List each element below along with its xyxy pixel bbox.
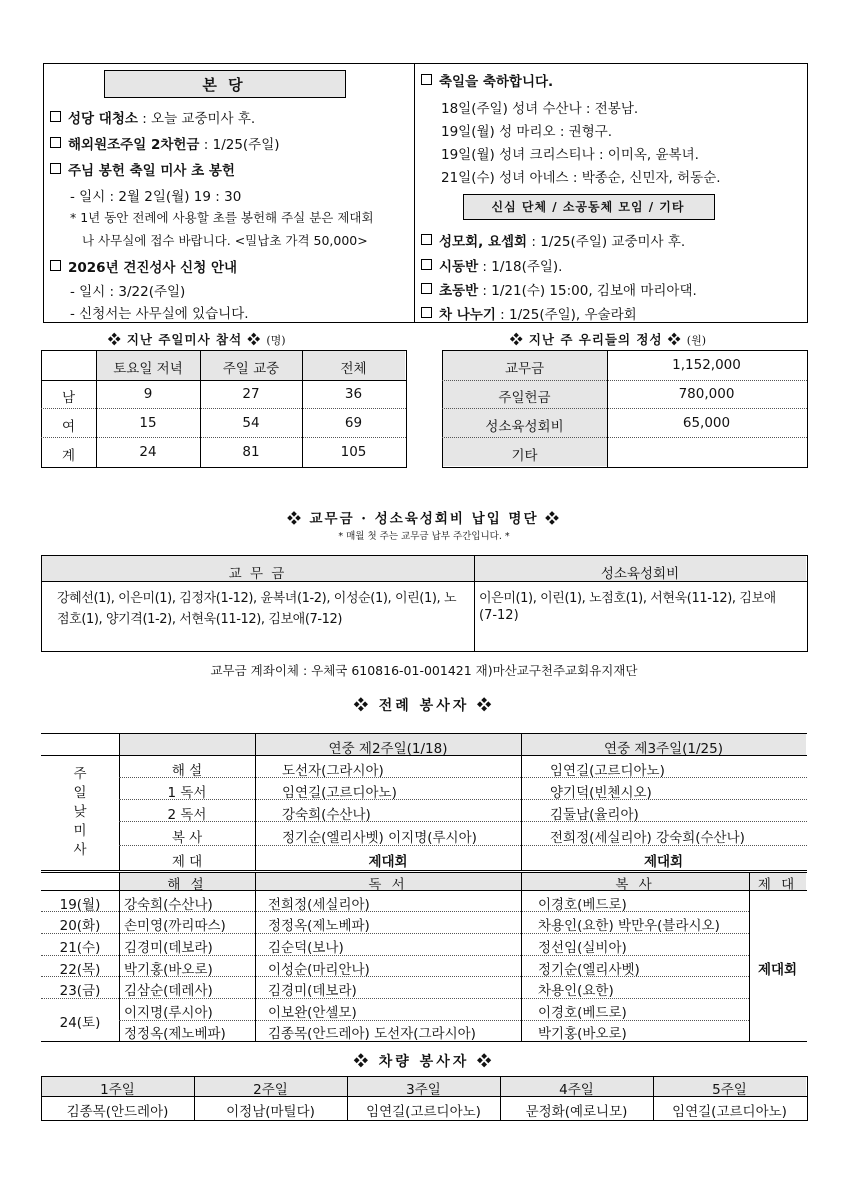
offering-label: 기타 <box>511 448 538 464</box>
vehicle-name: 문정화(예로니모) <box>525 1104 628 1120</box>
divider <box>521 872 522 1042</box>
vehicle-name: 김종목(안드레아) <box>66 1104 169 1120</box>
checkbox-icon <box>50 111 61 122</box>
weekday-reading: 이성순(마리안나) <box>268 962 370 978</box>
donors-tithe-list: 점호(1), 양기격(1-2), 서현욱(11-12), 김보애(7-12) <box>57 612 343 627</box>
feast-line: 19일(월) 성녀 크리스티나 : 이미옥, 윤복녀. <box>441 147 699 163</box>
donors-tithe-list: 강혜선(1), 이은미(1), 김정자(1-12), 윤복녀(1-2), 이성순(1), 이린(1), 노 <box>57 591 457 606</box>
offering-value: 1,152,000 <box>672 357 741 373</box>
candle-note-2: 나 사무실에 접수 바랍니다. <밀납초 가격 50,000> <box>82 233 368 248</box>
offering-title: ❖ 지난 주 우리들의 정성 ❖ (원) <box>510 332 707 347</box>
checkbox-icon <box>421 234 432 245</box>
offering-label: 성소육성회비 <box>485 419 564 435</box>
vehicle-name: 임연길(고르디아노) <box>366 1104 481 1120</box>
sunday-w2: 양기덕(빈첸시오) <box>550 785 652 801</box>
checkbox-icon <box>50 137 61 148</box>
weekday-day: 24(토) <box>59 1015 101 1031</box>
weekday-reading: 김경미(데보라) <box>268 983 357 999</box>
divider <box>119 1020 749 1021</box>
attendance-cell: 9 <box>143 386 153 402</box>
parish-title: 본 당 <box>202 76 246 94</box>
weekday-commentary: 이지명(루시아) <box>124 1005 213 1021</box>
donors-title: ❖ 교무금 · 성소육성회비 납입 명단 ❖ <box>287 511 561 527</box>
donors-note: * 매월 첫 주는 교무금 납부 주간입니다. * <box>338 531 510 542</box>
attendance-cell: 24 <box>139 444 157 460</box>
weekday-reading: 김종목(안드레아) 도선자(그라시아) <box>268 1026 476 1042</box>
offering-value: 780,000 <box>678 386 735 402</box>
attendance-row-label: 계 <box>61 448 76 464</box>
weekday-col-header: 제 대 <box>757 877 798 893</box>
sunday-w2: 제대회 <box>643 854 684 870</box>
attendance-row-label: 남 <box>61 390 76 406</box>
divider <box>442 437 807 438</box>
donors-vocation-list: (7-12) <box>479 608 519 623</box>
week-header: 연중 제3주일(1/25) <box>604 741 723 757</box>
weekday-commentary: 김경미(데보라) <box>124 940 213 956</box>
donors-vocation-list: 이은미(1), 이린(1), 노점호(1), 서현욱(11-12), 김보애 <box>479 591 776 606</box>
donors-col-header: 교 무 금 <box>228 566 287 582</box>
group-title: 신심 단체 / 소공동체 모임 / 기타 <box>491 200 685 214</box>
group-item: 초동반 : 1/21(수) 15:00, 김보애 마리아댁. <box>421 279 697 299</box>
weekday-commentary: 김삼순(데레사) <box>124 983 213 999</box>
group-item: 성모회, 요셉회 : 1/25(주일) 교중미사 후. <box>421 230 685 250</box>
sunday-w2: 김둘남(율리아) <box>550 807 639 823</box>
vehicle-name: 이정남(마틸다) <box>226 1104 315 1120</box>
weekday-server: 정기순(엘리사벳) <box>538 962 640 978</box>
weekday-day: 23(금) <box>59 983 101 999</box>
notice-item-candle: 주님 봉헌 축일 미사 초 봉헌 <box>50 159 235 179</box>
sunday-w1: 강숙희(수산나) <box>282 807 371 823</box>
sunday-w1: 도선자(그라시아) <box>282 763 384 779</box>
weekday-day: 20(화) <box>59 918 101 934</box>
confirmation-date: - 일시 : 3/22(주일) <box>70 284 186 300</box>
offering-value: 65,000 <box>682 415 731 431</box>
divider <box>749 872 750 1042</box>
weekday-col-header: 해 설 <box>167 877 207 893</box>
sunday-role: 제 대 <box>171 854 203 870</box>
vehicle-week: 2주일 <box>253 1082 288 1098</box>
checkbox-icon <box>50 163 61 174</box>
weekday-reading: 정정옥(제노베파) <box>268 918 370 934</box>
feast-line: 18일(주일) 성녀 수산나 : 전봉남. <box>441 101 639 117</box>
vehicle-week: 5주일 <box>712 1082 747 1098</box>
vehicle-title: ❖ 차량 봉사자 ❖ <box>353 1054 495 1070</box>
divider <box>119 872 120 1042</box>
weekday-server: 이경호(베드로) <box>538 897 627 913</box>
divider <box>442 380 807 381</box>
attendance-col-header: 전체 <box>340 361 367 377</box>
confirmation-form-note: - 신청서는 사무실에 있습니다. <box>70 306 249 322</box>
notice-item-overseas-aid: 해외원조주일 2차헌금 : 1/25(주일) <box>50 133 280 153</box>
offering-label: 교무금 <box>504 361 545 377</box>
vehicle-name: 임연길(고르디아노) <box>672 1104 787 1120</box>
feast-title: 축일을 축하합니다. <box>421 70 553 90</box>
attendance-cell: 27 <box>242 386 260 402</box>
weekday-day: 22(목) <box>59 962 101 978</box>
weekday-reading: 김순덕(보나) <box>268 940 344 956</box>
attendance-cell: 36 <box>344 386 363 402</box>
divider <box>255 872 256 1042</box>
weekday-server: 이경호(베드로) <box>538 1005 627 1021</box>
checkbox-icon <box>421 74 432 85</box>
checkbox-icon <box>421 283 432 294</box>
attendance-row-label: 여 <box>61 419 76 435</box>
attendance-cell: 69 <box>344 415 363 431</box>
attendance-title: ❖ 지난 주일미사 참석 ❖ (명) <box>108 332 286 347</box>
notice-item-confirmation: 2026년 견진성사 신청 안내 <box>50 256 237 276</box>
attendance-cell: 15 <box>139 415 157 431</box>
attendance-cell: 81 <box>242 444 260 460</box>
liturgy-title: ❖ 전례 봉사자 ❖ <box>353 698 495 714</box>
sunday-role: 1 독서 <box>167 785 207 801</box>
vehicle-week: 1주일 <box>100 1082 135 1098</box>
weekday-reading: 이보완(안셀모) <box>268 1005 357 1021</box>
attendance-cell: 54 <box>242 415 260 431</box>
weekday-server: 정선임(실비아) <box>538 940 627 956</box>
weekday-server: 차용인(요한) 박만우(블라시오) <box>538 918 720 934</box>
attendance-cell: 105 <box>340 444 367 460</box>
sunday-w2: 전희정(세실리아) 강숙희(수산나) <box>550 830 745 846</box>
vehicle-week: 4주일 <box>559 1082 594 1098</box>
group-item: 차 나누기 : 1/25(주일), 우술라회 <box>421 303 637 323</box>
candle-note-1: * 1년 동안 전례에 사용할 초를 봉헌해 주실 분은 제대회 <box>70 210 374 225</box>
checkbox-icon <box>421 259 432 270</box>
divider <box>442 408 807 409</box>
attendance-col-header: 토요일 저녁 <box>113 361 183 377</box>
divider <box>41 870 807 871</box>
account-info: 교무금 계좌이체 : 우체국 610816-01-001421 재)마산교구천주교회유지재단 <box>210 663 638 678</box>
weekday-server: 박기홍(바오로) <box>538 1026 627 1042</box>
weekday-commentary: 강숙희(수산나) <box>124 897 213 913</box>
sunday-mass-label: 주 일 낮 미 사 <box>73 766 87 858</box>
offering-label: 주일헌금 <box>498 390 551 406</box>
feast-line: 21일(수) 성녀 아네스 : 박종순, 신민자, 허동순. <box>441 170 721 186</box>
weekday-commentary: 박기홍(바오로) <box>124 962 213 978</box>
group-item: 시동반 : 1/18(주일). <box>421 255 562 275</box>
weekday-col-header: 독 서 <box>368 877 408 893</box>
feast-line: 19일(월) 성 마리오 : 권형구. <box>441 124 613 140</box>
sunday-w1: 정기순(엘리사벳) 이지명(루시아) <box>282 830 477 846</box>
weekday-server: 차용인(요한) <box>538 983 614 999</box>
sunday-w1: 제대회 <box>368 854 408 870</box>
top-divider <box>414 63 415 322</box>
sunday-role: 해 설 <box>171 763 203 779</box>
sunday-role: 복 사 <box>171 830 203 846</box>
weekday-col-header: 복 사 <box>615 877 655 893</box>
weekday-day: 19(월) <box>59 897 101 913</box>
weekday-altar: 제대회 <box>757 962 798 978</box>
weekday-day: 21(수) <box>59 940 101 956</box>
candle-date: - 일시 : 2월 2일(월) 19 : 30 <box>70 189 242 205</box>
sunday-w1: 임연길(고르디아노) <box>282 785 397 801</box>
sunday-w2: 임연길(고르디아노) <box>550 763 665 779</box>
sunday-role: 2 독서 <box>167 807 207 823</box>
donors-col-header: 성소육성회비 <box>600 566 680 582</box>
weekday-commentary: 손미영(까리따스) <box>124 918 226 934</box>
vehicle-week: 3주일 <box>406 1082 441 1098</box>
week-header: 연중 제2주일(1/18) <box>328 741 448 757</box>
checkbox-icon <box>421 307 432 318</box>
weekday-reading: 전희정(세실리아) <box>268 897 370 913</box>
notice-item-cleaning: 성당 대청소 : 오늘 교중미사 후. <box>50 107 255 127</box>
weekday-commentary: 정정옥(제노베파) <box>124 1026 226 1042</box>
checkbox-icon <box>50 260 61 271</box>
attendance-col-header: 주일 교중 <box>222 361 280 377</box>
